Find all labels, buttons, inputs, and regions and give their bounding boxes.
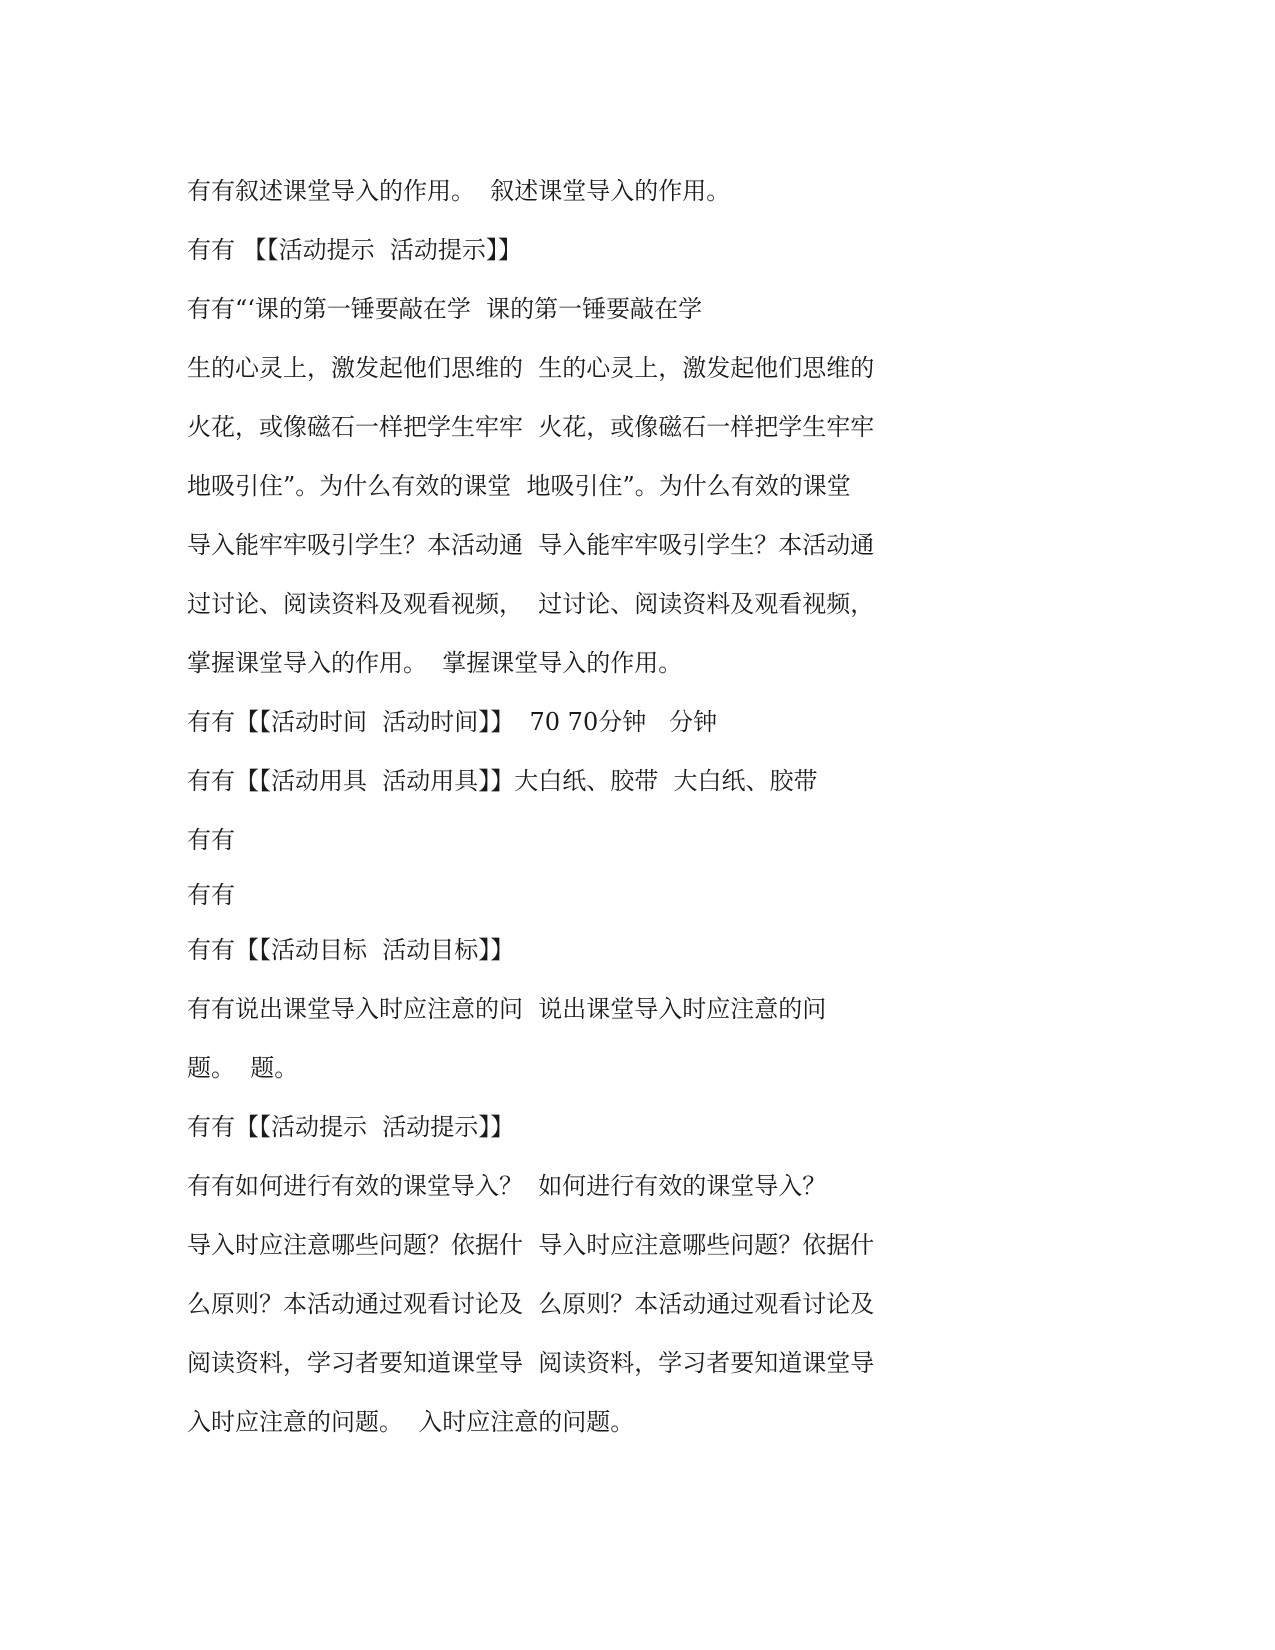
- text-line: 生的心灵上，激发起他们思维的 生的心灵上，激发起他们思维的: [187, 354, 875, 382]
- text-line: 有有【【活动提示 活动提示】】: [187, 1113, 515, 1141]
- text-line: 题。 题。: [187, 1054, 299, 1082]
- text-line: 有有 【【活动提示 活动提示】】: [187, 236, 522, 264]
- text-line: 有有: [187, 826, 235, 854]
- text-line: 么原则？本活动通过观看讨论及 么原则？本活动通过观看讨论及: [187, 1290, 875, 1318]
- text-line: 导入能牢牢吸引学生？本活动通 导入能牢牢吸引学生？本活动通: [187, 531, 875, 559]
- text-line: 有有【【活动时间 活动时间】】 70 70分钟 分钟: [187, 708, 718, 736]
- text-line: 火花，或像磁石一样把学生牢牢 火花，或像磁石一样把学生牢牢: [187, 413, 875, 441]
- text-line: 有有【【活动目标 活动目标】】: [187, 936, 515, 964]
- text-line: 有有叙述课堂导入的作用。 叙述课堂导入的作用。: [187, 177, 731, 205]
- text-line: 阅读资料，学习者要知道课堂导 阅读资料，学习者要知道课堂导: [187, 1349, 875, 1377]
- text-line: 掌握课堂导入的作用。 掌握课堂导入的作用。: [187, 649, 683, 677]
- text-line: 入时应注意的问题。 入时应注意的问题。: [187, 1408, 635, 1436]
- text-line: 有有“‘课的第一锤要敲在学 课的第一锤要敲在学: [187, 295, 703, 323]
- text-line: 导入时应注意哪些问题？依据什 导入时应注意哪些问题？依据什: [187, 1231, 875, 1259]
- text-line: 有有: [187, 881, 235, 909]
- text-line: 有有【【活动用具 活动用具】】大白纸、胶带 大白纸、胶带: [187, 767, 818, 795]
- text-line: 过讨论、阅读资料及观看视频， 过讨论、阅读资料及观看视频，: [187, 590, 875, 618]
- text-line: 有有说出课堂导入时应注意的问 说出课堂导入时应注意的问: [187, 995, 827, 1023]
- text-line: 地吸引住”。为什么有效的课堂 地吸引住”。为什么有效的课堂: [187, 472, 851, 500]
- text-line: 有有如何进行有效的课堂导入？ 如何进行有效的课堂导入？: [187, 1172, 827, 1200]
